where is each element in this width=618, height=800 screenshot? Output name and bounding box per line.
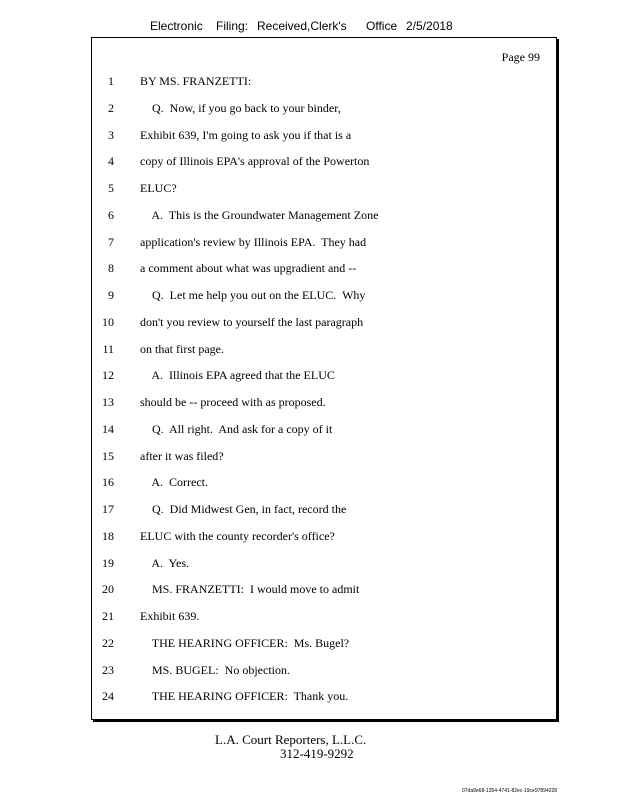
transcript-line [92,582,556,600]
line-text: application's review by Illinois EPA. They had [140,234,367,249]
line-text: ELUC? [140,181,177,195]
transcript-line [92,395,556,413]
line-text: BY MS. FRANZETTI: [140,74,252,88]
transcript-line [92,261,556,279]
line-text: MS. BUGEL: No objection. [140,662,290,677]
transcript-line [92,556,556,574]
transcript-lines [92,38,556,719]
line-number: 17 [102,502,114,516]
line-number: 9 [108,288,114,302]
reporter-footer [210,733,410,761]
document-id: 07da9e68-1354-4741-82ec-19ce97894228 [462,788,558,794]
line-text: MS. FRANZETTI: I would move to admit [140,582,360,597]
line-number: 1 [108,74,114,88]
filing-stamp-header [150,19,470,37]
line-number: 10 [102,314,114,329]
line-number: 16 [102,475,114,490]
line-number: 18 [102,528,114,543]
transcript-line [92,475,556,493]
line-number: 11 [102,341,114,356]
transcript-line [92,315,556,333]
line-number: 2 [108,100,114,115]
line-text: Q. Now, if you go back to your binder, [140,100,341,115]
line-text: copy of Illinois EPA's approval of the Powerton [140,154,370,169]
line-text: Q. Let me help you out on the ELUC. Why [140,288,366,302]
header-date: 2/5/2018 [406,19,453,33]
line-number: 13 [102,395,114,409]
line-text: A. This is the Groundwater Management Zone [140,207,379,222]
transcript-line [92,342,556,360]
line-number: 3 [108,127,114,142]
line-text: after it was filed? [140,448,224,463]
header-word-received: Received,Clerk's [257,19,347,33]
line-number: 7 [108,234,114,249]
line-number: 8 [108,261,114,276]
line-text: A. Correct. [140,475,208,490]
line-text: Exhibit 639. [140,609,200,623]
line-number: 12 [102,368,114,383]
transcript-line [92,689,556,707]
line-text: a comment about what was upgradient and -- [140,261,357,276]
line-text: don't you review to yourself the last paragraph [140,314,364,329]
transcript-line [92,368,556,386]
reporter-phone: 312-419-9292 [280,746,354,761]
transcript-line [92,181,556,199]
transcript-line [92,609,556,627]
line-number: 23 [102,662,114,677]
transcript-line [92,663,556,681]
transcript-line [92,154,556,172]
line-text: Q. Did Midwest Gen, in fact, record the [140,502,347,516]
line-number: 5 [108,181,114,195]
header-word-electronic: Electronic [150,19,203,33]
line-number: 24 [102,689,114,704]
line-text: A. Yes. [140,555,190,570]
page-number: Page 99 [501,50,540,64]
line-text: A. Illinois EPA agreed that the ELUC [140,368,335,383]
header-word-filing: Filing: [216,19,249,33]
reporter-company: L.A. Court Reporters, L.L.C. [215,732,367,747]
transcript-line [92,235,556,253]
line-number: 19 [102,555,114,570]
transcript-line [92,74,556,92]
transcript-line [92,208,556,226]
transcript-line [92,128,556,146]
line-number: 4 [108,154,114,169]
line-number: 6 [108,207,114,222]
line-number: 20 [102,582,114,597]
header-word-office: Office [366,19,398,33]
transcript-line [92,449,556,467]
transcript-line [92,502,556,520]
line-text: THE HEARING OFFICER: Ms. Bugel? [140,635,350,650]
transcript-page [91,37,557,720]
transcript-line [92,422,556,440]
line-text: Q. All right. And ask for a copy of it [140,421,333,436]
line-text: on that first page. [140,341,224,356]
line-number: 21 [102,609,114,623]
line-text: THE HEARING OFFICER: Thank you. [140,689,349,704]
line-number: 15 [102,448,114,463]
line-text: should be -- proceed with as proposed. [140,395,326,409]
line-text: ELUC with the county recorder's office? [140,528,335,543]
transcript-line [92,101,556,119]
transcript-line [92,529,556,547]
transcript-line [92,636,556,654]
line-number: 14 [102,421,114,436]
line-text: Exhibit 639, I'm going to ask you if that is a [140,127,352,142]
line-number: 22 [102,635,114,650]
transcript-line [92,288,556,306]
